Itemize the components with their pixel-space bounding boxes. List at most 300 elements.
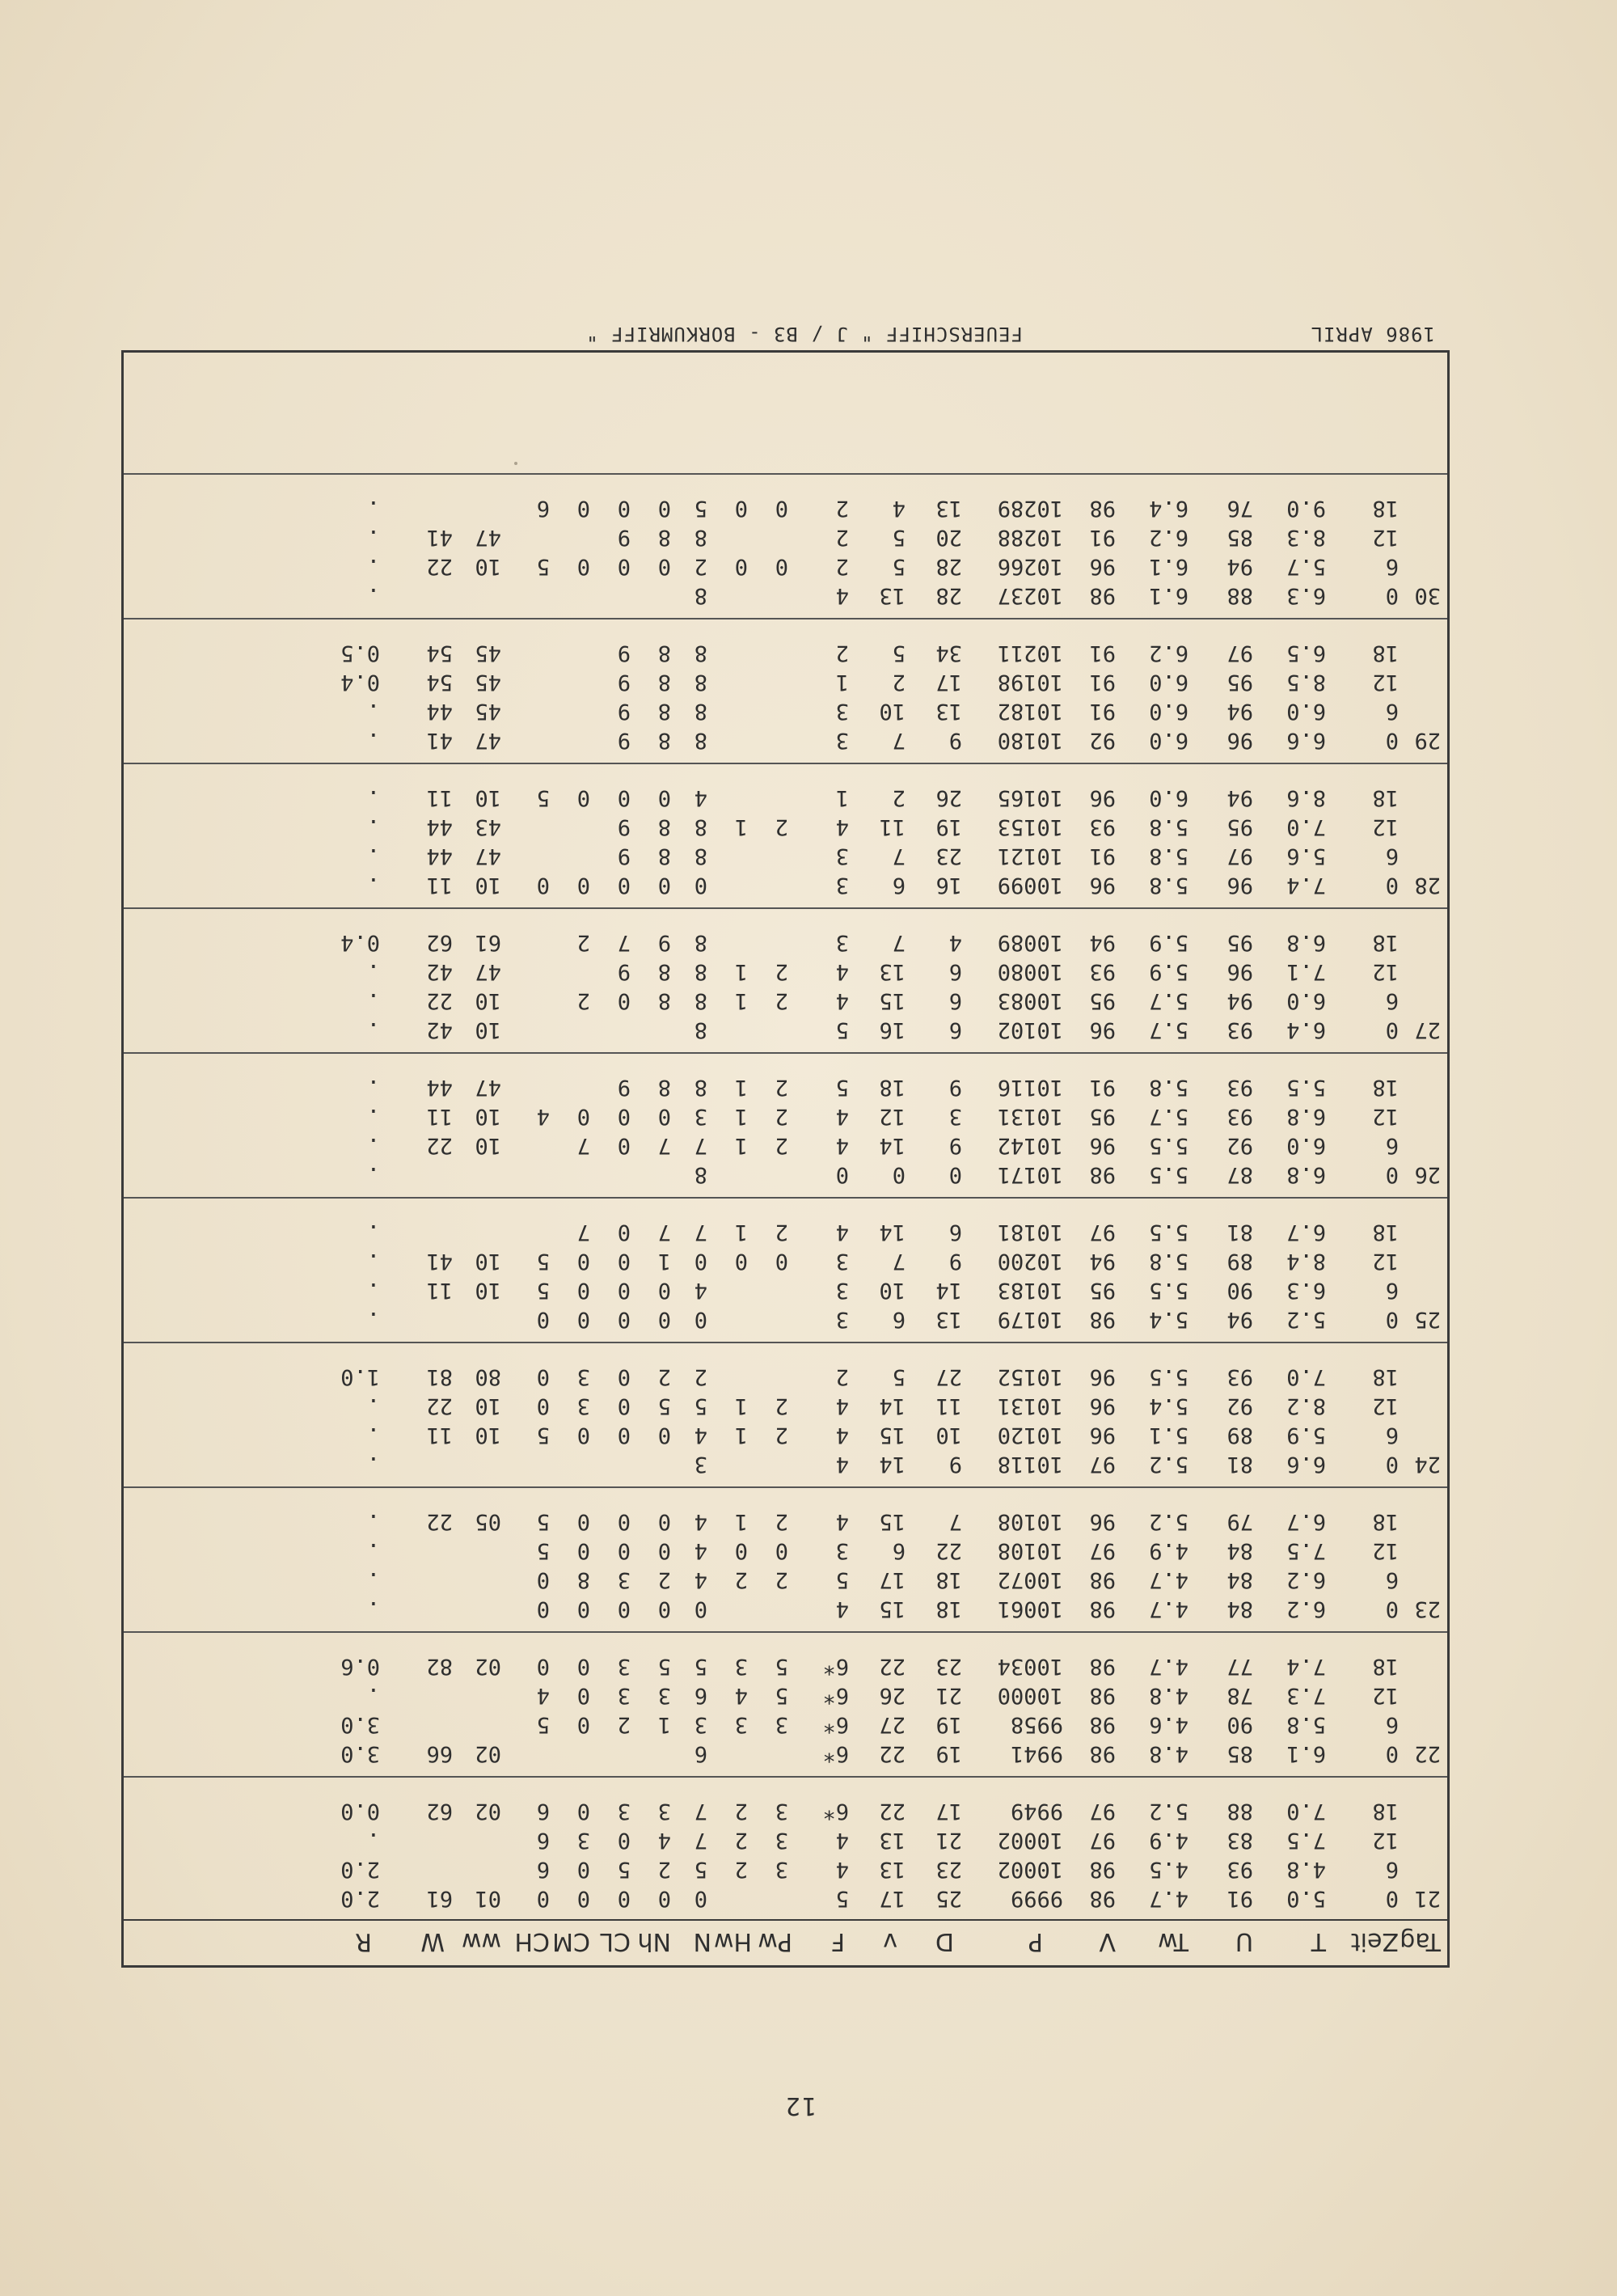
cell-n: 7 <box>694 1799 707 1824</box>
cell-w: 22 <box>426 988 453 1013</box>
cell-zeit: 0 <box>1385 1886 1399 1911</box>
cell-tw: 4.5 <box>1149 1857 1188 1882</box>
cell-d: 17 <box>935 670 962 695</box>
cell-p: 10198 <box>997 670 1063 695</box>
cell-nh: 0 <box>657 1104 671 1129</box>
table-row <box>124 957 1447 986</box>
cell-n: 8 <box>694 1017 707 1042</box>
cell-r: . <box>366 844 380 869</box>
column-header-p: P <box>1028 1927 1043 1956</box>
cell-f: 4 <box>835 1509 849 1534</box>
cell-zeit: 18 <box>1372 930 1399 955</box>
column-header-row <box>124 1919 1447 1965</box>
cell-cm: 0 <box>576 1886 590 1911</box>
table-row <box>124 1246 1447 1275</box>
cell-ch: 6 <box>536 1799 550 1824</box>
cell-u: 93 <box>1226 1017 1253 1042</box>
cell-f: 2 <box>835 554 849 579</box>
cell-r: . <box>366 583 380 608</box>
cell-ww: 10 <box>475 1249 501 1274</box>
table-row <box>124 928 1447 957</box>
cell-p: 10165 <box>997 785 1063 810</box>
cell-n: 8 <box>694 844 707 869</box>
cell-nh: 0 <box>657 1307 671 1332</box>
cell-v: 97 <box>1089 1452 1116 1477</box>
cell-nh: 8 <box>657 959 671 984</box>
cell-v: 98 <box>1089 1654 1116 1679</box>
cell-v: 12 <box>879 1104 906 1129</box>
cell-v: 15 <box>879 1509 906 1534</box>
cell-zeit: 0 <box>1385 1741 1399 1766</box>
cell-zeit: 12 <box>1372 670 1399 695</box>
cell-pw: 0 <box>775 1538 788 1563</box>
cell-tw: 5.8 <box>1149 1249 1188 1274</box>
cell-p: 10083 <box>997 988 1063 1013</box>
cell-cl: 0 <box>617 1393 631 1419</box>
cell-u: 92 <box>1226 1133 1253 1158</box>
cell-zeit: 6 <box>1385 1133 1399 1158</box>
cell-hw: 1 <box>734 959 748 984</box>
cell-tw: 5.1 <box>1149 1423 1188 1448</box>
cell-f: 5 <box>835 1017 849 1042</box>
cell-pw: 2 <box>775 959 788 984</box>
cell-v: 5 <box>892 554 906 579</box>
cell-t: 4.8 <box>1286 1857 1326 1882</box>
cell-v: 96 <box>1089 1393 1116 1419</box>
cell-v: 15 <box>879 1423 906 1448</box>
cell-v: 98 <box>1089 496 1116 521</box>
year-month: 1986 APRIL <box>1310 323 1435 345</box>
cell-d: 13 <box>935 1307 962 1332</box>
cell-u: 93 <box>1226 1104 1253 1129</box>
cell-f: 4 <box>835 1104 849 1129</box>
cell-ch: 0 <box>536 1654 550 1679</box>
cell-w: 22 <box>426 554 453 579</box>
cell-ch: 5 <box>536 1423 550 1448</box>
cell-tw: 4.7 <box>1149 1654 1188 1679</box>
cell-v: 10 <box>879 1278 906 1303</box>
table-row <box>124 1217 1447 1246</box>
cell-n: 4 <box>694 1538 707 1563</box>
cell-u: 97 <box>1226 641 1253 666</box>
cell-tw: 5.4 <box>1149 1393 1188 1419</box>
cell-tw: 6.0 <box>1149 699 1188 724</box>
cell-u: 81 <box>1226 1220 1253 1245</box>
cell-tw: 5.8 <box>1149 814 1188 839</box>
cell-cm: 0 <box>576 554 590 579</box>
cell-u: 94 <box>1226 1307 1253 1332</box>
cell-cm: 0 <box>576 1712 590 1737</box>
cell-d: 4 <box>948 930 962 955</box>
cell-cm: 0 <box>576 1423 590 1448</box>
cell-ch: 5 <box>536 1538 550 1563</box>
cell-w: 66 <box>426 1741 453 1766</box>
cell-f: 1 <box>835 670 849 695</box>
cell-nh: 8 <box>657 1075 671 1100</box>
table-body <box>124 473 1447 1921</box>
cell-v: 22 <box>879 1799 906 1824</box>
table-row <box>124 783 1447 812</box>
cell-cl: 0 <box>617 785 631 810</box>
cell-nh: 0 <box>657 873 671 898</box>
cell-r: 2.0 <box>340 1857 380 1882</box>
cell-n: 4 <box>694 785 707 810</box>
cell-v: 14 <box>879 1393 906 1419</box>
cell-tw: 5.2 <box>1149 1452 1188 1477</box>
cell-d: 10 <box>935 1423 962 1448</box>
day-block-29 <box>124 618 1447 755</box>
cell-p: 10211 <box>997 641 1063 666</box>
cell-d: 0 <box>948 1162 962 1187</box>
cell-zeit: 12 <box>1372 1683 1399 1708</box>
cell-cm: 7 <box>576 1220 590 1245</box>
cell-hw: 2 <box>734 1828 748 1853</box>
cell-f: 3 <box>835 1278 849 1303</box>
cell-zeit: 18 <box>1372 496 1399 521</box>
cell-f: 6* <box>822 1712 849 1737</box>
cell-p: 10108 <box>997 1509 1063 1534</box>
day-block-26 <box>124 1052 1447 1189</box>
cell-ch: 0 <box>536 1393 550 1419</box>
cell-tw: 5.5 <box>1149 1162 1188 1187</box>
cell-cm: 0 <box>576 1538 590 1563</box>
cell-u: 88 <box>1226 1799 1253 1824</box>
cell-d: 20 <box>935 525 962 550</box>
cell-p: 10072 <box>997 1567 1063 1592</box>
cell-ww: 47 <box>475 525 501 550</box>
cell-tw: 5.8 <box>1149 1075 1188 1100</box>
cell-n: 3 <box>694 1104 707 1129</box>
cell-w: 11 <box>426 785 453 810</box>
cell-t: 7.0 <box>1286 814 1326 839</box>
cell-f: 4 <box>835 988 849 1013</box>
cell-nh: 8 <box>657 525 671 550</box>
cell-v: 4 <box>892 496 906 521</box>
cell-pw: 5 <box>775 1683 788 1708</box>
cell-nh: 7 <box>657 1133 671 1158</box>
cell-n: 8 <box>694 728 707 753</box>
cell-t: 9.0 <box>1286 496 1326 521</box>
cell-cl: 0 <box>617 1307 631 1332</box>
cell-nh: 2 <box>657 1857 671 1882</box>
cell-ww: 10 <box>475 873 501 898</box>
cell-zeit: 12 <box>1372 1393 1399 1419</box>
cell-n: 5 <box>694 496 707 521</box>
cell-tag: 23 <box>1414 1596 1441 1622</box>
cell-tw: 4.7 <box>1149 1596 1188 1622</box>
cell-n: 0 <box>694 873 707 898</box>
station-name: FEUERSCHIFF " J / B3 - BORKUMRIFF " <box>585 323 1023 345</box>
cell-d: 27 <box>935 1364 962 1389</box>
cell-u: 91 <box>1226 1886 1253 1911</box>
cell-p: 10121 <box>997 844 1063 869</box>
table-row <box>124 1536 1447 1565</box>
cell-zeit: 0 <box>1385 1017 1399 1042</box>
cell-f: 2 <box>835 641 849 666</box>
cell-u: 84 <box>1226 1596 1253 1622</box>
cell-cl: 9 <box>617 670 631 695</box>
cell-v: 15 <box>879 1596 906 1622</box>
cell-u: 95 <box>1226 670 1253 695</box>
cell-v: 5 <box>892 1364 906 1389</box>
cell-u: 97 <box>1226 844 1253 869</box>
cell-d: 19 <box>935 814 962 839</box>
cell-ww: 10 <box>475 785 501 810</box>
cell-t: 6.2 <box>1286 1567 1326 1592</box>
cell-t: 7.5 <box>1286 1828 1326 1853</box>
cell-t: 6.1 <box>1286 1741 1326 1766</box>
cell-p: 9941 <box>1010 1741 1063 1766</box>
cell-w: 54 <box>426 641 453 666</box>
cell-t: 5.8 <box>1286 1712 1326 1737</box>
table-row <box>124 1739 1447 1768</box>
cell-r: . <box>366 1307 380 1332</box>
cell-cm: 0 <box>576 1249 590 1274</box>
cell-u: 96 <box>1226 873 1253 898</box>
cell-cl: 2 <box>617 1712 631 1737</box>
cell-ch: 6 <box>536 1857 550 1882</box>
cell-pw: 0 <box>775 496 788 521</box>
cell-r: . <box>366 1596 380 1622</box>
cell-v: 91 <box>1089 1075 1116 1100</box>
cell-pw: 2 <box>775 1567 788 1592</box>
cell-v: 22 <box>879 1741 906 1766</box>
cell-v: 98 <box>1089 1712 1116 1737</box>
cell-cm: 0 <box>576 1104 590 1129</box>
cell-n: 8 <box>694 525 707 550</box>
cell-u: 94 <box>1226 988 1253 1013</box>
cell-pw: 3 <box>775 1828 788 1853</box>
cell-zeit: 18 <box>1372 1220 1399 1245</box>
day-block-21 <box>124 1776 1447 1913</box>
cell-n: 8 <box>694 1075 707 1100</box>
cell-zeit: 12 <box>1372 1538 1399 1563</box>
cell-r: 3.0 <box>340 1741 380 1766</box>
cell-u: 79 <box>1226 1509 1253 1534</box>
table-row <box>124 725 1447 755</box>
cell-p: 10002 <box>997 1857 1063 1882</box>
cell-f: 1 <box>835 785 849 810</box>
cell-w: 61 <box>426 1886 453 1911</box>
cell-r: . <box>366 1509 380 1534</box>
cell-tw: 6.0 <box>1149 670 1188 695</box>
cell-u: 94 <box>1226 699 1253 724</box>
cell-cl: 0 <box>617 1828 631 1853</box>
cell-f: 3 <box>835 1249 849 1274</box>
cell-t: 6.0 <box>1286 699 1326 724</box>
column-header-w: W <box>420 1927 445 1956</box>
cell-f: 4 <box>835 1596 849 1622</box>
cell-cl: 7 <box>617 930 631 955</box>
cell-p: 10102 <box>997 1017 1063 1042</box>
cell-cm: 8 <box>576 1567 590 1592</box>
cell-v: 91 <box>1089 641 1116 666</box>
cell-zeit: 6 <box>1385 844 1399 869</box>
cell-w: 11 <box>426 1423 453 1448</box>
cell-zeit: 6 <box>1385 1567 1399 1592</box>
cell-v: 98 <box>1089 1162 1116 1187</box>
cell-tw: 6.0 <box>1149 728 1188 753</box>
cell-ch: 0 <box>536 1364 550 1389</box>
cell-f: 4 <box>835 1393 849 1419</box>
column-header-ch: CH <box>514 1927 550 1956</box>
cell-u: 78 <box>1226 1683 1253 1708</box>
cell-ww: 43 <box>475 814 501 839</box>
cell-pw: 2 <box>775 1220 788 1245</box>
cell-zeit: 6 <box>1385 1857 1399 1882</box>
cell-w: 22 <box>426 1509 453 1534</box>
cell-t: 8.2 <box>1286 1393 1326 1419</box>
cell-v: 2 <box>892 670 906 695</box>
cell-cm: 0 <box>576 1683 590 1708</box>
cell-nh: 2 <box>657 1364 671 1389</box>
cell-ch: 0 <box>536 1596 550 1622</box>
cell-r: . <box>366 1567 380 1592</box>
cell-u: 88 <box>1226 583 1253 608</box>
cell-zeit: 6 <box>1385 1278 1399 1303</box>
cell-cl: 0 <box>617 1596 631 1622</box>
cell-n: 8 <box>694 699 707 724</box>
cell-r: . <box>366 496 380 521</box>
cell-n: 5 <box>694 1654 707 1679</box>
table-row <box>124 1449 1447 1478</box>
cell-r: . <box>366 1220 380 1245</box>
cell-cl: 9 <box>617 699 631 724</box>
cell-u: 95 <box>1226 930 1253 955</box>
day-block-28 <box>124 763 1447 899</box>
table-row <box>124 870 1447 899</box>
column-header-zeit: Zeit <box>1350 1927 1399 1956</box>
day-block-24 <box>124 1342 1447 1478</box>
cell-v: 5 <box>892 641 906 666</box>
cell-tw: 4.9 <box>1149 1828 1188 1853</box>
cell-zeit: 12 <box>1372 1828 1399 1853</box>
cell-cm: 0 <box>576 1307 590 1332</box>
cell-tag: 25 <box>1414 1307 1441 1332</box>
cell-cm: 0 <box>576 1857 590 1882</box>
cell-f: 6* <box>822 1654 849 1679</box>
cell-nh: 0 <box>657 496 671 521</box>
cell-r: . <box>366 1828 380 1853</box>
cell-hw: 1 <box>734 814 748 839</box>
column-header-tw: Tw <box>1158 1927 1188 1956</box>
cell-tw: 5.5 <box>1149 1278 1188 1303</box>
cell-w: 81 <box>426 1364 453 1389</box>
cell-cm: 3 <box>576 1828 590 1853</box>
cell-f: 3 <box>835 728 849 753</box>
cell-cl: 3 <box>617 1683 631 1708</box>
cell-d: 26 <box>935 785 962 810</box>
cell-r: 2.0 <box>340 1886 380 1911</box>
cell-t: 6.0 <box>1286 988 1326 1013</box>
cell-cl: 0 <box>617 1886 631 1911</box>
cell-tw: 4.6 <box>1149 1712 1188 1737</box>
cell-n: 8 <box>694 988 707 1013</box>
cell-v: 93 <box>1089 814 1116 839</box>
cell-p: 9999 <box>1010 1886 1063 1911</box>
cell-v: 97 <box>1089 1538 1116 1563</box>
cell-f: 2 <box>835 1364 849 1389</box>
table-row <box>124 1884 1447 1913</box>
cell-ww: 45 <box>475 699 501 724</box>
day-block-22 <box>124 1631 1447 1768</box>
day-block-27 <box>124 907 1447 1044</box>
cell-v: 6 <box>892 873 906 898</box>
cell-d: 6 <box>948 1017 962 1042</box>
table-row <box>124 1854 1447 1884</box>
cell-p: 10181 <box>997 1220 1063 1245</box>
cell-tag: 21 <box>1414 1886 1441 1911</box>
cell-zeit: 12 <box>1372 1249 1399 1274</box>
cell-d: 13 <box>935 496 962 521</box>
cell-v: 97 <box>1089 1220 1116 1245</box>
cell-cl: 0 <box>617 554 631 579</box>
cell-zeit: 18 <box>1372 1364 1399 1389</box>
cell-v: 17 <box>879 1567 906 1592</box>
cell-v: 95 <box>1089 1278 1116 1303</box>
cell-tw: 6.1 <box>1149 583 1188 608</box>
cell-cm: 2 <box>576 988 590 1013</box>
cell-zeit: 18 <box>1372 641 1399 666</box>
cell-cl: 0 <box>617 1278 631 1303</box>
table-row <box>124 638 1447 667</box>
cell-zeit: 18 <box>1372 1799 1399 1824</box>
cell-ch: 5 <box>536 1249 550 1274</box>
cell-f: 3 <box>835 930 849 955</box>
cell-r: . <box>366 1133 380 1158</box>
cell-d: 34 <box>935 641 962 666</box>
cell-tw: 5.7 <box>1149 1017 1188 1042</box>
cell-r: . <box>366 1104 380 1129</box>
cell-t: 6.2 <box>1286 1596 1326 1622</box>
cell-hw: 0 <box>734 496 748 521</box>
column-header-v: v <box>883 1927 897 1956</box>
cell-w: 11 <box>426 1104 453 1129</box>
cell-r: 3.0 <box>340 1712 380 1737</box>
cell-zeit: 18 <box>1372 1654 1399 1679</box>
cell-tw: 6.2 <box>1149 641 1188 666</box>
cell-n: 4 <box>694 1509 707 1534</box>
table-row <box>124 841 1447 870</box>
cell-f: 5 <box>835 1886 849 1911</box>
cell-p: 10200 <box>997 1249 1063 1274</box>
cell-w: 62 <box>426 930 453 955</box>
cell-zeit: 0 <box>1385 1452 1399 1477</box>
cell-d: 19 <box>935 1741 962 1766</box>
cell-d: 3 <box>948 1104 962 1129</box>
cell-v: 13 <box>879 959 906 984</box>
cell-v: 5 <box>892 525 906 550</box>
cell-t: 6.7 <box>1286 1509 1326 1534</box>
cell-cm: 3 <box>576 1364 590 1389</box>
cell-r: . <box>366 988 380 1013</box>
cell-v: 91 <box>1089 670 1116 695</box>
cell-v: 93 <box>1089 959 1116 984</box>
cell-v: 91 <box>1089 525 1116 550</box>
cell-hw: 1 <box>734 1133 748 1158</box>
cell-nh: 3 <box>657 1799 671 1824</box>
cell-u: 96 <box>1226 728 1253 753</box>
column-header-f: F <box>830 1927 845 1956</box>
cell-zeit: 0 <box>1385 1307 1399 1332</box>
cell-u: 84 <box>1226 1567 1253 1592</box>
cell-f: 6* <box>822 1799 849 1824</box>
cell-ch: 5 <box>536 1278 550 1303</box>
table-row <box>124 1710 1447 1739</box>
cell-f: 0 <box>835 1162 849 1187</box>
cell-f: 3 <box>835 1307 849 1332</box>
cell-p: 9958 <box>1010 1712 1063 1737</box>
